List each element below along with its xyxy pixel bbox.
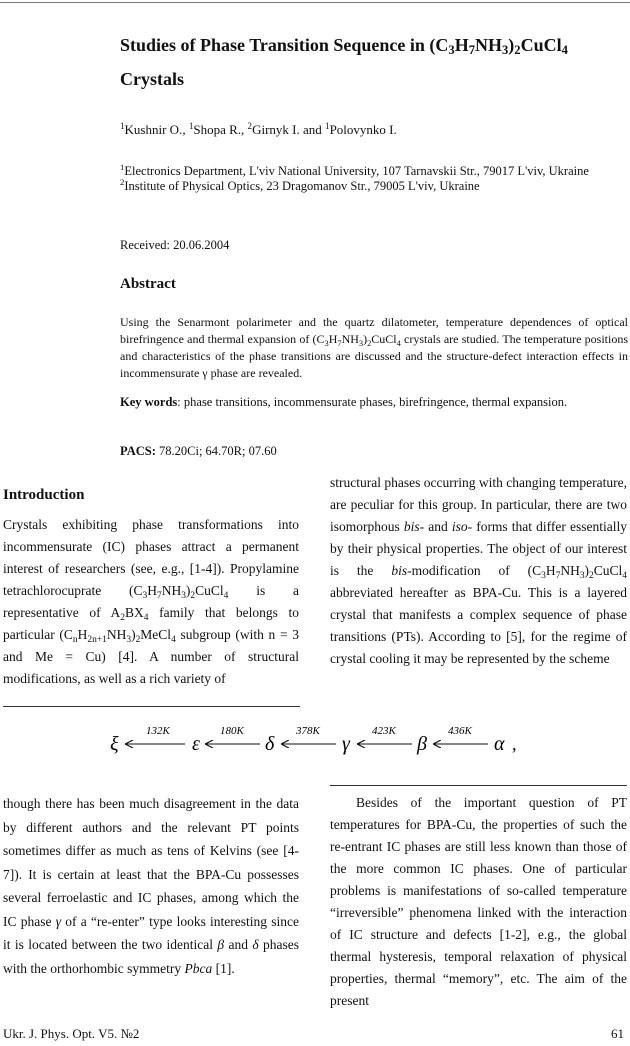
temp-label-5: 436K bbox=[448, 725, 472, 737]
affiliation-2: $^2$Institute of Physical Optics, 23 Dragomanov Str., 79005 L'viv, Ukraine bbox=[120, 177, 480, 193]
temp-label-1: 132K bbox=[146, 725, 170, 737]
phase-delta: δ bbox=[265, 733, 275, 755]
intro-col1-bottom: though there has been much disagreement in the data by different authors and the relevant PT points sometimes differ as much as tens of Kelvins (see [4-7]). It is certain at least that the BPA-Cu possesses several ferroelastic and IC phases, among which the IC phase γ of a “re-enter” type looks interesting since it is located between the two identical β and δ phases with the orthorhombic symmetry Pbca [1]. bbox=[3, 796, 299, 976]
intro-col2-bottom: Besides of the important question of PT temperatures for BPA-Cu, the properties of such the re-entrant IC phases are still less known than those of the more common IC phases. One of particular problems is manifestations of so-called temperature “irreversible” phenomena linked with the interaction of IC structure and defects [1-2], e.g., the global thermal hysteresis, temporal relaxation of physical properties, thermal “memory”, etc. The aim of the present bbox=[330, 795, 627, 1008]
scheme-comma: , bbox=[512, 734, 517, 754]
phase-alpha: α bbox=[494, 733, 505, 755]
abstract-heading: Abstract bbox=[120, 276, 176, 292]
temp-label-3: 378K bbox=[296, 725, 320, 737]
abstract-text: Using the Senarmont polarimeter and the quartz dilatometer, temperature dependences of optical birefringence and thermal expansion of $(C_3H_7NH_3)_2CuCl_4$ crystals are studied. The temperature positions and characteristics of the phase transitions are discussed and the structure-defect interaction effects in incommensurate γ phase are revealed. bbox=[120, 315, 628, 380]
title-line-1: Studies of Phase Transition Sequence in $(C_3H_7NH_3)_2CuCl_4$ bbox=[120, 35, 568, 57]
top-rule bbox=[0, 2, 630, 3]
pacs-label: PACS: bbox=[120, 444, 156, 458]
keywords bbox=[120, 395, 628, 410]
phase-epsilon: ε bbox=[192, 733, 200, 755]
column-rule-left bbox=[3, 706, 300, 707]
affiliation-1: $^1$Electronics Department, L'viv National University, 107 Tarnavskii Str., 79017 L'viv, Ukraine bbox=[120, 162, 589, 178]
section-heading-introduction: Introduction bbox=[3, 487, 85, 503]
phase-gamma: γ bbox=[342, 733, 350, 755]
column-rule-right bbox=[330, 785, 627, 786]
intro-col1-top: Crystals exhibiting phase transformations into incommensurate (IC) phases attract a permanent interest of researchers (see, e.g., [1-4]). Propylamine tetrachlorocuprate $(C_3H_7NH_3)_2CuCl_4$ is a representative of $A_2BX_4$ family that belongs to particular $(C_nH_{2n+1}NH_3)_2MeCl_4$ subgroup (with n = 3 and Me = Cu) [4]. A number of structural modifications, as well as a rich variety of bbox=[3, 517, 299, 686]
intro-col2-top: structural phases occurring with changing temperature, are peculiar for this group. In particular, there are two isomorphous bis- and iso- forms that differ essentially by their physical properties. The object of our interest is the bis-modification of $(C_3H_7NH_3)_2CuCl_4$ abbreviated hereafter as BPA-Cu. This is a layered crystal that manifests a complex sequence of phase transitions (PTs). According to [5], for the regime of crystal cooling it may be represented by the scheme bbox=[330, 475, 627, 666]
author-list: $^1$Kushnir O., $^1$Shopa R., $^2$Girnyk I. and $^1$Polovynko I. bbox=[120, 121, 397, 137]
affiliations bbox=[120, 164, 628, 194]
journal-footer: Ukr. J. Phys. Opt. V5. №2 bbox=[3, 1026, 140, 1041]
temp-label-4: 423K bbox=[372, 725, 396, 737]
keywords-text: : phase transitions, incommensurate phases, birefringence, thermal expansion. bbox=[177, 395, 568, 409]
phase-beta: β bbox=[417, 733, 427, 755]
pacs-codes bbox=[120, 444, 277, 459]
pacs-text: 78.20Ci; 64.70R; 07.60 bbox=[155, 444, 277, 458]
page-number: 61 bbox=[611, 1026, 624, 1041]
keywords-label: Key words bbox=[120, 395, 178, 409]
title-line-2: Crystals bbox=[120, 69, 184, 89]
paper-title bbox=[120, 28, 620, 96]
received-date: Received: 20.06.2004 bbox=[120, 238, 230, 252]
phase-xi: ξ bbox=[110, 733, 119, 755]
temp-label-2: 180K bbox=[220, 725, 244, 737]
phase-transition-scheme bbox=[110, 718, 530, 758]
